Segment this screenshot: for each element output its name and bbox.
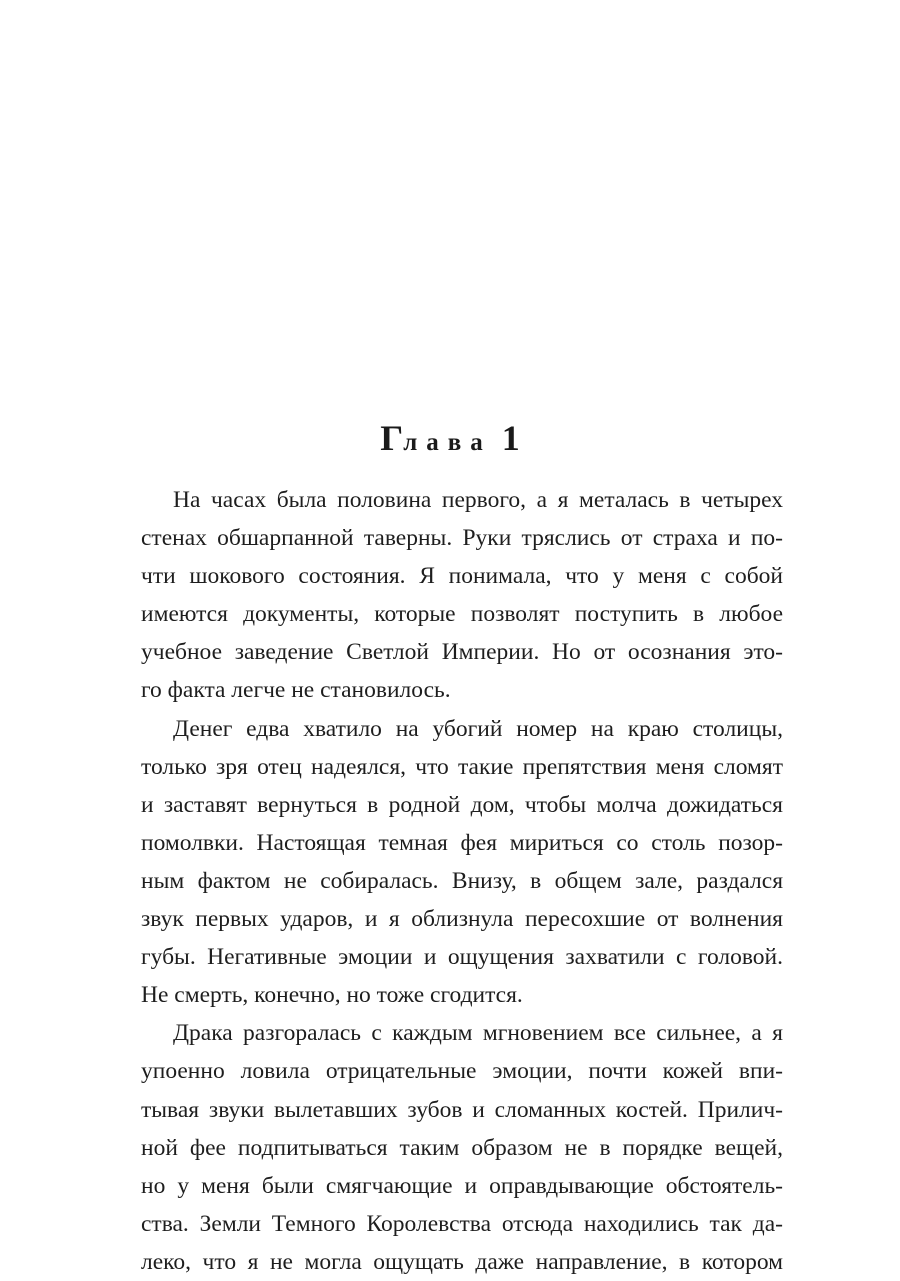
text-line: Денег едва хватило на убогий номер на краю столицы, — [173, 715, 783, 742]
text-line: только зря отец надеялся, что такие препятствия меня сломят — [141, 753, 783, 780]
chapter-number: 1 — [501, 418, 520, 458]
text-line: ной фее подпитываться таким образом не в порядке вещей, — [141, 1134, 783, 1161]
text-line: го факта легче не становилось. — [141, 677, 451, 704]
text-line: губы. Негативные эмоции и ощущения захватили с головой. — [141, 944, 783, 971]
text-line: помолвки. Настоящая темная фея мириться со столь позор- — [141, 829, 783, 856]
text-line: Не смерть, конечно, но тоже сгодится. — [141, 982, 523, 1009]
chapter-heading — [0, 418, 900, 463]
text-line: имеются документы, которые позволят поступить в любое — [141, 601, 783, 628]
chapter-heading-initial: Г — [380, 418, 404, 458]
text-line: леко, что я не могла ощущать даже направление, в котором — [141, 1248, 783, 1275]
chapter-heading-word: лава — [403, 429, 492, 456]
text-line: Драка разгоралась с каждым мгновением все сильнее, а я — [173, 1020, 783, 1047]
text-line: тывая звуки вылетавших зубов и сломанных костей. Прилич- — [141, 1096, 783, 1123]
text-line: но у меня были смягчающие и оправдывающие обстоятель- — [141, 1172, 783, 1199]
text-line: ным фактом не собиралась. Внизу, в общем зале, раздался — [141, 867, 783, 894]
paragraph-2 — [141, 710, 783, 1015]
text-line: чти шокового состояния. Я понимала, что у меня с собой — [141, 563, 783, 590]
text-line: и заставят вернуться в родной дом, чтобы молча дожидаться — [141, 791, 783, 818]
text-line: На часах была половина первого, а я металась в четырех — [173, 487, 783, 513]
text-line: учебное заведение Светлой Империи. Но от осознания это- — [141, 639, 783, 666]
text-line: упоенно ловила отрицательные эмоции, почти кожей впи- — [141, 1058, 783, 1085]
paragraph-3 — [141, 1014, 783, 1281]
paragraph-1 — [141, 481, 783, 710]
text-line: звук первых ударов, и я облизнула пересохшие от волнения — [141, 906, 783, 933]
text-line: стенах обшарпанной таверны. Руки тряслись от страха и по- — [141, 525, 783, 552]
chapter-body — [141, 481, 783, 1281]
text-line: ства. Земли Темного Королевства отсюда находились так да- — [141, 1210, 783, 1237]
